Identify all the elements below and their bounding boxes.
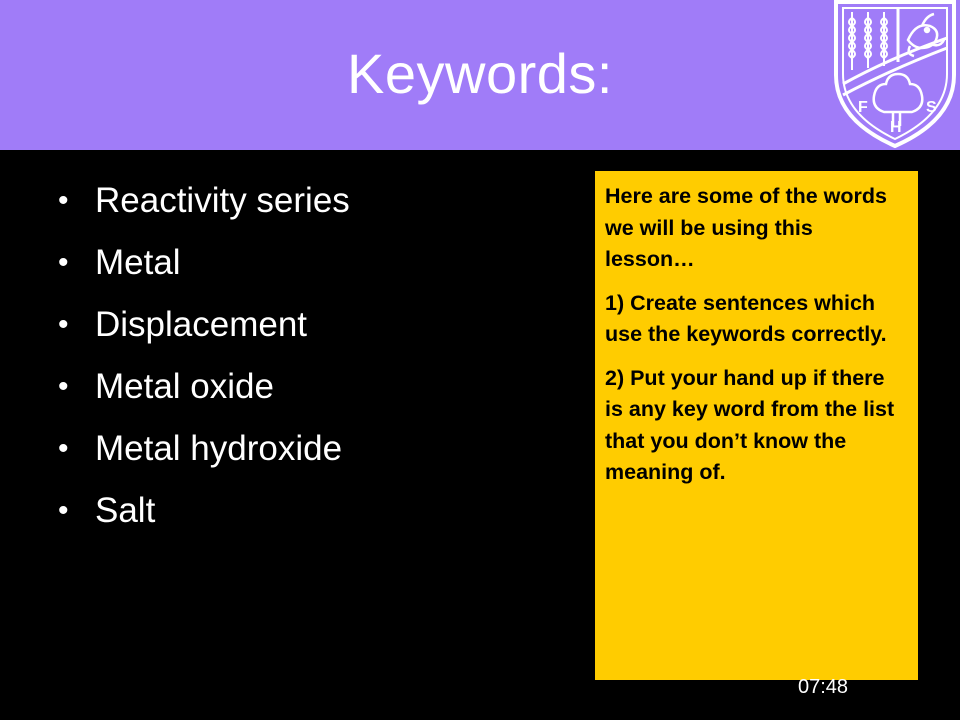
keyword-item bbox=[58, 418, 350, 480]
keyword-item bbox=[58, 294, 350, 356]
bullet-icon: • bbox=[58, 246, 69, 279]
instruction-step-2: 2) Put your hand up if there is any key word from the list that you don’t know the meaning of. bbox=[605, 365, 895, 484]
bullet-icon: • bbox=[58, 494, 69, 527]
instruction-intro: Here are some of the words we will be using this lesson… bbox=[605, 184, 887, 271]
crest-letter-right: S bbox=[926, 99, 937, 116]
instruction-step-1: 1) Create sentences which use the keywords correctly. bbox=[605, 290, 887, 346]
school-crest-icon bbox=[830, 0, 960, 150]
bullet-icon: • bbox=[58, 308, 69, 341]
keyword-label: Salt bbox=[95, 491, 156, 530]
crest-letter-left: F bbox=[858, 99, 868, 116]
crest-letter-bottom: H bbox=[890, 119, 902, 136]
keyword-label: Displacement bbox=[95, 305, 308, 344]
slide-title: Keywords: bbox=[347, 42, 613, 105]
keyword-label: Reactivity series bbox=[95, 181, 350, 220]
bullet-icon: • bbox=[58, 432, 69, 465]
time-stamp: 07:48 bbox=[798, 676, 849, 698]
keyword-list bbox=[58, 170, 350, 542]
keyword-item bbox=[58, 356, 350, 418]
keyword-label: Metal hydroxide bbox=[95, 429, 343, 468]
keyword-label: Metal bbox=[95, 243, 181, 282]
title-banner bbox=[0, 0, 960, 150]
keyword-item bbox=[58, 480, 350, 542]
bullet-icon: • bbox=[58, 184, 69, 217]
keyword-item bbox=[58, 232, 350, 294]
keyword-item bbox=[58, 170, 350, 232]
instruction-box bbox=[595, 171, 918, 680]
keyword-label: Metal oxide bbox=[95, 367, 274, 406]
bullet-icon: • bbox=[58, 370, 69, 403]
